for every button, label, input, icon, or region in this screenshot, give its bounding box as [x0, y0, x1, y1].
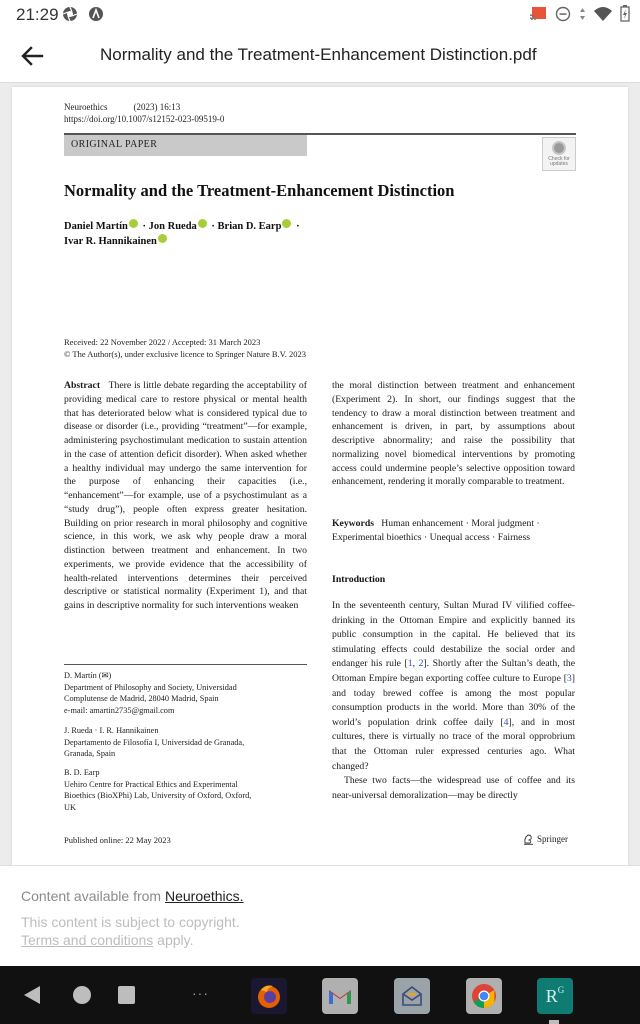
document-title: Normality and the Treatment-Enhancement Distinction.pdf [100, 45, 537, 64]
navigation-bar [0, 966, 640, 1024]
intro-text-segment: In the seventeenth century, Sultan Murad IV vilified coffee-drinking in the Ottoman Empire and explicitly banned its public consumption in the capital. He believed that its stimulating effects could destabilize the social order and endanger his rule [ [332, 600, 575, 670]
affiliation-name: J. Rueda · I. R. Hannikainen [64, 726, 159, 735]
terms-line [21, 931, 240, 949]
published-online: Published online: 22 May 2023 [64, 835, 171, 845]
wifi-icon [594, 6, 612, 22]
affiliation-line: Bioethics (BioXPhi) Lab, University of Oxford, Oxford, [64, 791, 252, 800]
citation-link[interactable]: 2 [418, 658, 424, 670]
author-list: Daniel Martín · Jon Rueda · Brian D. Earp · Ivar R. Hannikainen [64, 221, 300, 247]
keywords-label: Keywords [332, 518, 374, 529]
affiliation-name: D. Martín (✉) [64, 671, 112, 680]
status-icons [529, 5, 630, 22]
intro-paragraph [332, 599, 575, 774]
affiliation-rule [64, 664, 307, 665]
data-arrows-icon [579, 6, 586, 22]
intro-text-segment: ]. Shortly after the Sultan’s death, the Ottoman Empire began exporting coffee culture to Europe [ [332, 658, 576, 684]
keywords [332, 517, 577, 545]
affiliation-block [64, 670, 307, 716]
doi-link[interactable]: https://doi.org/10.1007/s12152-023-09519-0 [64, 114, 225, 124]
cast-icon [529, 6, 547, 22]
affiliation-line: Departamento de Filosofía I, Universidad de Granada, [64, 737, 245, 747]
terms-link[interactable]: Terms and conditions [21, 932, 154, 948]
gmail-app[interactable] [322, 978, 358, 1014]
affiliation-line: Complutense de Madrid, 28040 Madrid, Spain [64, 694, 219, 703]
chrome-icon [471, 983, 497, 1009]
account-circle-icon [88, 6, 104, 22]
journal-link[interactable]: Neuroethics. [164, 888, 244, 904]
nav-home-button[interactable] [73, 986, 91, 1004]
check-updates-label: Check for updates [548, 156, 570, 167]
copyright-text: This content is subject to copyright. [21, 914, 240, 930]
intro-text-segment: ] and today brewed coffee is among the most popular consumption products in the world. More than 30% of the world’s population drink coffee daily [ [332, 672, 575, 728]
firefox-icon [255, 982, 283, 1010]
affiliation-name: B. D. Earp [64, 768, 100, 777]
journal-name: Neuroethics [64, 102, 108, 112]
journal-volume: (2023) 16:13 [133, 102, 181, 112]
app-bar [0, 30, 640, 82]
email-app[interactable] [394, 978, 430, 1014]
affiliation-email[interactable]: e-mail: amartin2735@gmail.com [64, 705, 175, 715]
intro-paragraph: These two facts—the widespread use of coffee and its near-universal demoralization—may be directly [332, 775, 575, 801]
check-for-updates-button[interactable] [542, 137, 576, 171]
terms-suffix: apply. [153, 932, 194, 948]
publication-history [64, 336, 306, 360]
do-not-disturb-icon [555, 6, 571, 22]
author-name: Daniel Martín [64, 221, 128, 232]
status-time: 21:29 [16, 5, 59, 24]
researchgate-icon [546, 985, 565, 1007]
article-type-label: ORIGINAL PAPER [71, 139, 158, 150]
abstract-left-column [64, 379, 307, 613]
affiliation-line: UK [64, 802, 76, 812]
copyright-notice [21, 913, 240, 949]
author-name: Jon Rueda [148, 221, 197, 232]
abstract-label: Abstract [64, 380, 101, 391]
gmail-icon [327, 986, 353, 1006]
firefox-app[interactable] [251, 978, 287, 1014]
more-apps-button[interactable]: ··· [192, 985, 209, 1001]
email-open-icon [400, 984, 424, 1008]
affiliation-line: Uehiro Centre for Practical Ethics and Experimental [64, 779, 238, 789]
publisher-name: Springer [537, 834, 568, 844]
citation-link[interactable]: 4 [503, 716, 509, 728]
aperture-icon [62, 6, 78, 22]
abstract-right-column: the moral distinction between treatment and enhancement (Experiment 2). In short, our findings suggest that the tendency to draw a moral distinction between treatment and enhancement is driven, in part, by assumptions about descriptive abnormality; and raise the possibility that normalizing novel biomedical interventions by promoting access could undermine people’s selective opposition toward enhancement, rendering it morally comparable to treatment. [332, 380, 575, 488]
status-bar [0, 0, 640, 30]
intro-text-segment: , [412, 658, 419, 670]
check-updates-icon [552, 141, 566, 155]
content-source [21, 888, 244, 904]
copyright-line: © The Author(s), under exclusive licence to Springer Nature B.V. 2023 [64, 349, 306, 359]
content-info-card [0, 865, 640, 965]
abstract-text: There is little debate regarding the acceptability of providing medical care to restore physical or mental health that has deteriorated below what is considered typical due to disease or disorder (i.e., providing “treatment”—for example, administering psychostimulant medication to sustain attention in the case of attention deficit disorder). When asked whether a healthy individual may undergo the same intervention for the purpose of enhancing their capacities (i.e., “enhancement”—for example, use of a psychostimulant as a “study drug”), people often express greater hesitation. Building on prior research in moral philosophy and cognitive science, in this work, we ask why people draw a moral distinction between treatment and enhancement. In two experiments, we provide evidence that the accessibility of health-related interventions determines their perceived descriptive or statistical normality (Experiment 1), and that gains in descriptive normality for such interventions weaken [64, 380, 307, 611]
paper-title: Normality and the Treatment-Enhancement Distinction [64, 181, 455, 200]
affiliation-block [64, 767, 307, 813]
active-app-indicator [549, 1020, 559, 1024]
orcid-icon[interactable] [158, 234, 167, 243]
back-arrow-icon[interactable] [18, 42, 46, 70]
affiliation-line: Granada, Spain [64, 749, 116, 758]
chrome-app[interactable] [466, 978, 502, 1014]
citation-link[interactable]: 1 [407, 658, 413, 670]
publisher-logo [523, 833, 568, 845]
author-name: Brian D. Earp [217, 221, 282, 232]
intro-text-segment: ], and in most cultures, there is virtually no trace of the moral opprobrium that the Ottoman ruler expressed centuries ago. What changed? [332, 716, 575, 772]
orcid-icon[interactable] [129, 219, 138, 228]
source-prefix: Content available from [21, 888, 162, 904]
author-name: Ivar R. Hannikainen [64, 236, 157, 247]
pdf-viewport[interactable] [0, 82, 640, 882]
journal-citation [64, 102, 180, 112]
article-type-banner [64, 135, 307, 156]
springer-horse-icon [523, 833, 534, 845]
keywords-list: Human enhancement · Moral judgment · Experimental bioethics · Unequal access · Fairness [332, 518, 540, 543]
rg-letter: R [545, 986, 558, 1006]
received-accepted-dates: Received: 22 November 2022 / Accepted: 31 March 2023 [64, 337, 261, 347]
orcid-icon[interactable] [282, 219, 291, 228]
introduction-heading: Introduction [332, 574, 386, 585]
affiliation-line: Department of Philosophy and Society, Universidad [64, 682, 237, 692]
nav-back-button[interactable] [24, 986, 40, 1004]
rg-superscript: G [557, 985, 565, 995]
nav-recents-button[interactable] [118, 986, 135, 1004]
introduction-text [332, 599, 575, 803]
affiliation-block [64, 725, 307, 760]
orcid-icon[interactable] [198, 219, 207, 228]
researchgate-app[interactable] [537, 978, 573, 1014]
citation-link[interactable]: 3 [566, 672, 572, 684]
pdf-page [12, 87, 628, 887]
battery-charging-icon [620, 5, 630, 22]
